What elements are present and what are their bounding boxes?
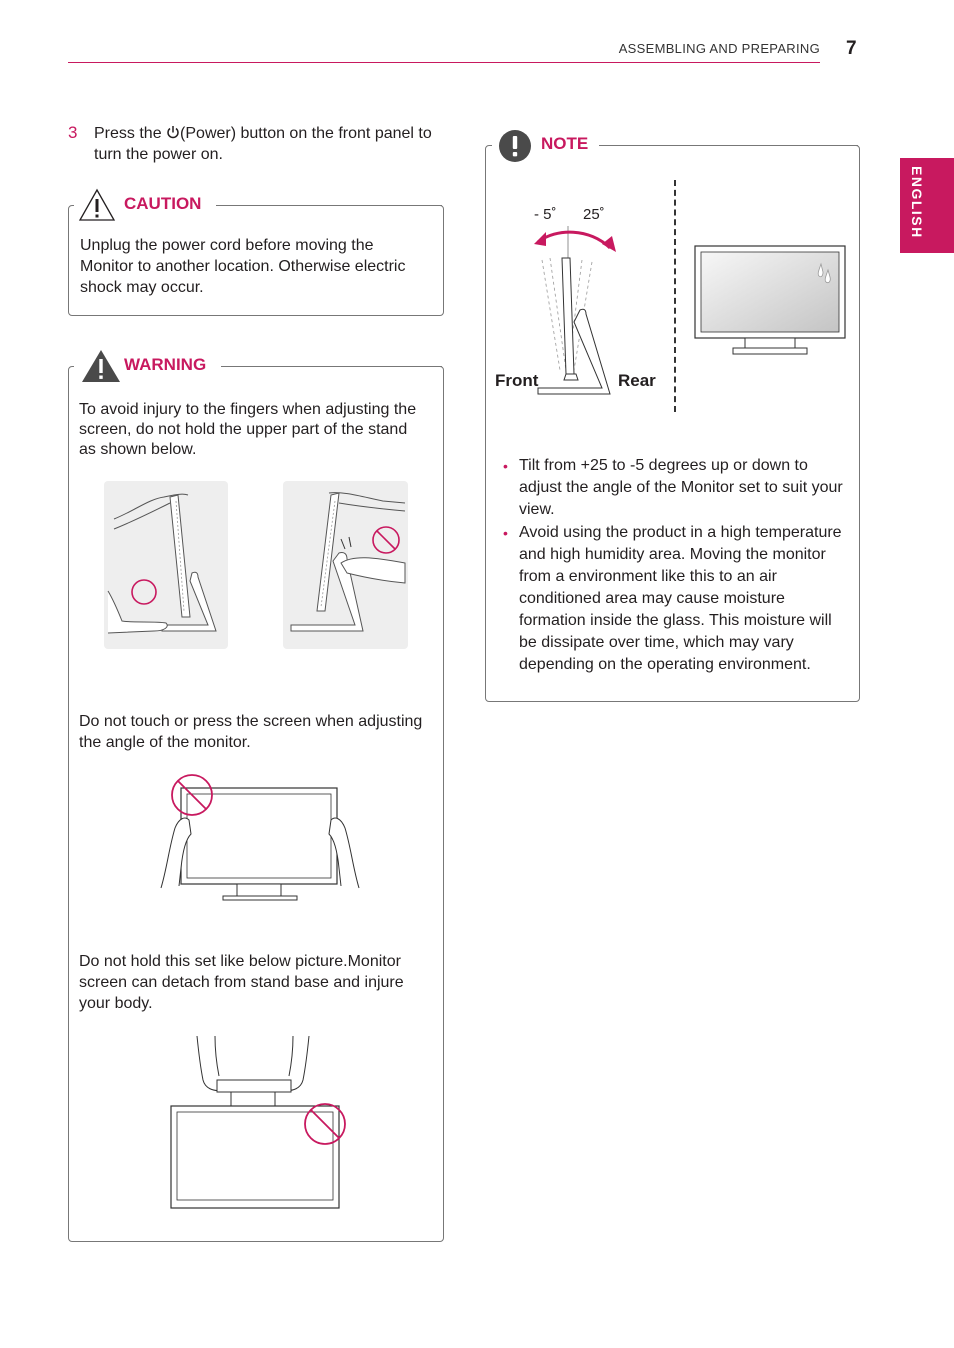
screen-press-illustration	[155, 768, 365, 904]
note-title-rule	[599, 145, 858, 146]
warning-text-hold: Do not hold this set like below picture.Monitor screen can detach from stand base and injure your body.	[79, 953, 404, 1012]
warning-title: WARNING	[118, 355, 212, 375]
warning-title-rule	[221, 366, 442, 367]
header-divider	[68, 62, 820, 63]
tilt-plus-label: 25˚	[583, 206, 605, 223]
note-exclamation-icon	[498, 129, 532, 163]
warning-text-fingers: To avoid injury to the fingers when adjusting the screen, do not hold the upper part of the stand as shown below.	[79, 401, 417, 458]
bullet-dot: •	[503, 525, 508, 541]
step-text-after: (Power) button on the front panel to turn the power on.	[94, 125, 432, 163]
note-bullet-tilt-text: Tilt from +25 to -5 degrees up or down to adjust the angle of the Monitor set to suit your view.	[519, 457, 843, 518]
correct-grip-illustration	[104, 481, 228, 649]
moisture-monitor-illustration	[693, 244, 849, 358]
correct-grip-drawing	[104, 481, 228, 649]
note-title: NOTE	[535, 134, 594, 154]
front-label: Front	[495, 371, 539, 390]
page-number: 7	[846, 38, 857, 59]
caution-title-rule	[216, 205, 442, 206]
power-icon	[166, 125, 180, 140]
incorrect-hold-illustration	[165, 1036, 349, 1212]
warning-triangle-icon	[81, 349, 121, 383]
note-bullet-list	[503, 455, 853, 677]
step-text-before: Press the	[94, 125, 162, 142]
caution-title: CAUTION	[118, 194, 207, 214]
step-number: 3	[68, 123, 78, 142]
tilt-minus-label: - 5˚	[534, 206, 557, 223]
incorrect-grip-illustration	[283, 481, 408, 649]
note-bullet-humidity	[503, 522, 853, 676]
incorrect-grip-drawing	[283, 481, 408, 649]
caution-triangle-icon	[78, 188, 116, 222]
note-bullet-tilt	[503, 455, 853, 521]
section-title: ASSEMBLING AND PREPARING	[618, 41, 820, 56]
diagram-separator	[674, 180, 676, 412]
language-tab	[900, 158, 954, 253]
note-bullet-humidity-text: Avoid using the product in a high temperature and high humidity area. Moving the monitor from a environment like this to an air conditioned area may cause moisture formation inside the glass. This moisture will be dissipate over time, which may vary depending on the operating environment.	[519, 524, 842, 673]
step-text	[94, 123, 439, 165]
caution-text: Unplug the power cord before moving the Monitor to another location. Otherwise electric shock may occur.	[80, 237, 406, 296]
bullet-dot: •	[503, 458, 508, 474]
rear-label: Rear	[618, 371, 656, 390]
warning-text-screen: Do not touch or press the screen when adjusting the angle of the monitor.	[79, 713, 423, 751]
language-tab-label: ENGLISH	[909, 166, 925, 239]
